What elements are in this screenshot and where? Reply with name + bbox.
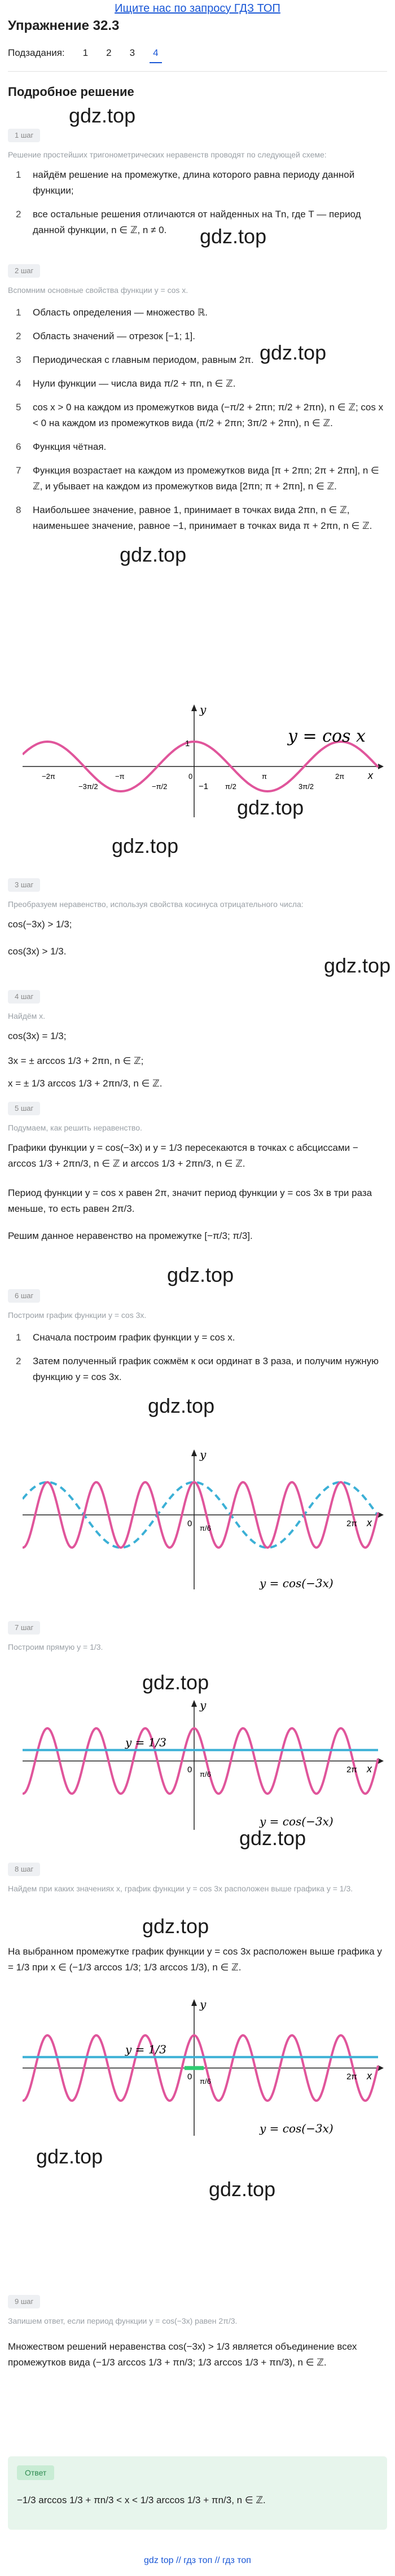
y-axis-label: y — [200, 1448, 207, 1461]
step-note: Найдем при каких значениях x, график функции y = cos 3x расположен выше графика y = 1/3. — [8, 1884, 353, 1893]
tick-zero: 0 — [187, 2072, 192, 2082]
x-axis-arrow — [378, 764, 384, 769]
list-item: 2 все остальные решения отличаются от найденных на Tn, где T — период данной функции, n ∈ ℤ, n ≠ 0. — [16, 209, 361, 235]
step-note: Вспомним основные свойства функции y = cos x. — [8, 286, 188, 295]
y-axis-arrow — [191, 704, 197, 711]
footer-links[interactable]: gdz top // гдз топ // гдз топ — [144, 2556, 251, 2565]
list-item: 1 Сначала построим график функции y = cos x. — [16, 1332, 235, 1343]
step-badge: 3 шаг — [8, 878, 40, 892]
graph-label: y = cos x — [288, 726, 366, 746]
tab-subsection-4[interactable]: 4 — [153, 47, 159, 58]
tab-subsection-3[interactable]: 3 — [129, 47, 135, 58]
tick-label: −2π — [42, 772, 55, 781]
step4-eq1: cos(3x) = 1/3; — [8, 1031, 67, 1041]
tick-pi-6: π/6 — [200, 1770, 211, 1778]
tick-label: 2π — [335, 772, 345, 781]
step5-text2: Период функции y = cos x равен 2π, значит период функции y = cos 3x в три раза меньше, то есть равен 2π/3. — [8, 1188, 372, 1214]
step4-eq2: 3x = ± arccos 1/3 + 2πn, n ∈ ℤ; — [8, 1055, 144, 1066]
list-item: 3 Периодическая с главным периодом, равным 2π. — [16, 354, 254, 365]
tick-label: 3π/2 — [299, 782, 314, 791]
list-item: 7 Функция возрастает на каждом из промежутков вида [π + 2πn; 2π + 2πn], n ∈ ℤ, и убывает на каждом из промежутков вида [2πn; π + 2πn], n ∈ ℤ. — [16, 465, 379, 492]
step-badge: 4 шаг — [8, 990, 40, 1004]
x-axis-label: x — [367, 1517, 372, 1528]
cos-3x-graph — [23, 1448, 384, 1595]
step-note: Построим график функции y = cos 3x. — [8, 1311, 147, 1320]
step-note: Запишем ответ, если период функции y = cos(−3x) равен 2π/3. — [8, 2316, 238, 2325]
step3-eq1: cos(−3x) > 1/3; — [8, 919, 72, 930]
tick-2pi: 2π — [346, 1519, 357, 1528]
tick-label: π — [262, 772, 267, 781]
tick-zero: 0 — [187, 1765, 192, 1775]
step-note: Построим прямую y = 1/3. — [8, 1642, 103, 1651]
cos-x-graph — [23, 704, 384, 823]
divider — [8, 71, 387, 72]
step9-text: Множеством решений неравенства cos(−3x) > 1/3 является объединение всех промежутков вида (−1/3 arccos 1/3 + πn/3; 1/3 arccos 1/3 + πn/3), n ∈ ℤ. — [8, 2341, 357, 2368]
tick-one: 1 — [185, 739, 190, 748]
tick-label: 0 — [188, 772, 193, 781]
watermark: gdz.top — [200, 225, 267, 248]
step5-text3: Решим данное неравенство на промежутке [−π/3; π/3]. — [8, 1230, 253, 1241]
tick-2pi: 2π — [346, 2072, 357, 2082]
watermark: gdz.top — [142, 1915, 209, 1938]
step6-list — [8, 1330, 387, 1393]
top-search-link[interactable]: Ищите нас по запросу ГДЗ ТОП — [115, 2, 280, 15]
line-one-third-graph — [23, 1699, 384, 1834]
watermark: gdz.top — [69, 104, 136, 127]
tick-2pi: 2π — [346, 1765, 357, 1775]
y-axis-arrow — [191, 1999, 197, 2006]
page-title: Упражнение 32.3 — [8, 18, 120, 33]
tick-pi-6: π/6 — [200, 1524, 211, 1532]
list-item: 1 найдём решение на промежутке, длина которого равна периоду данной функции; — [16, 169, 355, 196]
answer-badge: Ответ — [17, 2465, 54, 2480]
step-note: Преобразуем неравенство, используя свойства косинуса отрицательного числа: — [8, 900, 304, 909]
list-item: 1 Область определения — множество ℝ. — [16, 307, 208, 318]
tab-subsection-2[interactable]: 2 — [106, 47, 112, 58]
graph-label: y = cos(−3x) — [260, 1815, 333, 1828]
step-badge: 5 шаг — [8, 1102, 40, 1115]
step1-list — [8, 167, 387, 246]
tick-label: −π/2 — [152, 782, 168, 791]
line-label: y = 1/3 — [125, 2043, 166, 2056]
tick-pi-6: π/6 — [200, 2077, 211, 2086]
tick-label: −π — [115, 772, 125, 781]
x-axis-label: x — [367, 2070, 372, 2082]
x-axis-label: x — [368, 770, 373, 781]
step3-eq2: cos(3x) > 1/3. — [8, 946, 67, 957]
watermark: gdz.top — [260, 341, 327, 364]
list-item: 2 Затем полученный график сожмём к оси ординат в 3 раза, и получим нужную функцию y = cos 3x. — [16, 1356, 379, 1382]
x-axis-label: x — [367, 1763, 372, 1775]
y-axis-arrow — [191, 1700, 197, 1707]
step4-eq3: x = ± 1/3 arccos 1/3 + 2πn/3, n ∈ ℤ. — [8, 1078, 163, 1089]
step2-list — [8, 305, 387, 542]
y-axis-label: y — [200, 1699, 207, 1712]
step-badge: 6 шаг — [8, 1289, 40, 1303]
step-badge: 1 шаг — [8, 129, 40, 142]
watermark: gdz.top — [209, 2178, 276, 2201]
watermark: gdz.top — [142, 1671, 209, 1694]
tick-label: π/2 — [225, 782, 236, 791]
tick-zero: 0 — [187, 1519, 192, 1528]
list-item: 8 Наибольшее значение, равное 1, принимает в точках вида 2πn, n ∈ ℤ, наименьшее значение, равное −1, принимает в точках вида π + 2πn, n ∈ ℤ. — [16, 505, 372, 531]
step8-text: На выбранном промежутке график функции y = cos 3x расположен выше графика y = 1/3 при x ∈ (−1/3 arccos 1/3; 1/3 arccos 1/3), n ∈ ℤ. — [8, 1946, 382, 1973]
watermark: gdz.top — [239, 1826, 306, 1850]
answer-text: −1/3 arccos 1/3 + πn/3 < x < 1/3 arccos 1/3 + πn/3, n ∈ ℤ. — [17, 2495, 266, 2505]
solution-interval-graph — [23, 1998, 384, 2139]
subsections-nav — [8, 47, 159, 59]
step-badge: 7 шаг — [8, 1621, 40, 1635]
line-label: y = 1/3 — [125, 1736, 166, 1749]
watermark: gdz.top — [148, 1394, 215, 1417]
step-note: Подумаем, как решить неравенство. — [8, 1123, 142, 1132]
watermark: gdz.top — [120, 543, 187, 566]
graph-label: y = cos(−3x) — [260, 1576, 333, 1590]
y-axis-label: y — [200, 704, 207, 716]
tab-subsection-1[interactable]: 1 — [82, 47, 89, 58]
step-badge: 2 шаг — [8, 264, 40, 278]
step-note: Найдём x. — [8, 1011, 46, 1020]
watermark: gdz.top — [167, 1263, 234, 1286]
step5-text1: Графики функции y = cos(−3x) и y = 1/3 пересекаются в точках с абсциссами − arccos 1/3 + 2πn/3, n ∈ ℤ и arccos 1/3 + 2πn/3, n ∈ ℤ. — [8, 1142, 358, 1169]
list-item: 2 Область значений — отрезок [−1; 1]. — [16, 331, 195, 341]
y-axis-label: y — [200, 1998, 207, 2011]
step-badge: 8 шаг — [8, 1863, 40, 1876]
watermark: gdz.top — [237, 796, 304, 819]
watermark: gdz.top — [112, 834, 179, 857]
solution-heading: Подробное решение — [8, 85, 134, 99]
graph-label: y = cos(−3x) — [260, 2122, 333, 2135]
y-axis-arrow — [191, 1449, 197, 1456]
tick-label: −3π/2 — [78, 782, 98, 791]
list-item: 4 Нули функции — числа вида π/2 + πn, n ∈ ℤ. — [16, 378, 236, 389]
step-note: Решение простейших тригонометрических неравенств проводят по следующей схеме: — [8, 150, 327, 159]
watermark: gdz.top — [324, 954, 391, 977]
list-item: 5 cos x > 0 на каждом из промежутков вида (−π/2 + 2πn; π/2 + 2πn), n ∈ ℤ; cos x < 0 на каждом из промежутков вида (π/2 + 2πn; 3π/2 + 2πn), n ∈ ℤ. — [16, 402, 384, 428]
tick-minus-one: −1 — [199, 782, 209, 791]
watermark: gdz.top — [36, 2145, 103, 2168]
step-badge: 9 шаг — [8, 2295, 40, 2308]
list-item: 6 Функция чётная. — [16, 441, 107, 452]
subsections-label: Подзадания: — [8, 47, 65, 58]
